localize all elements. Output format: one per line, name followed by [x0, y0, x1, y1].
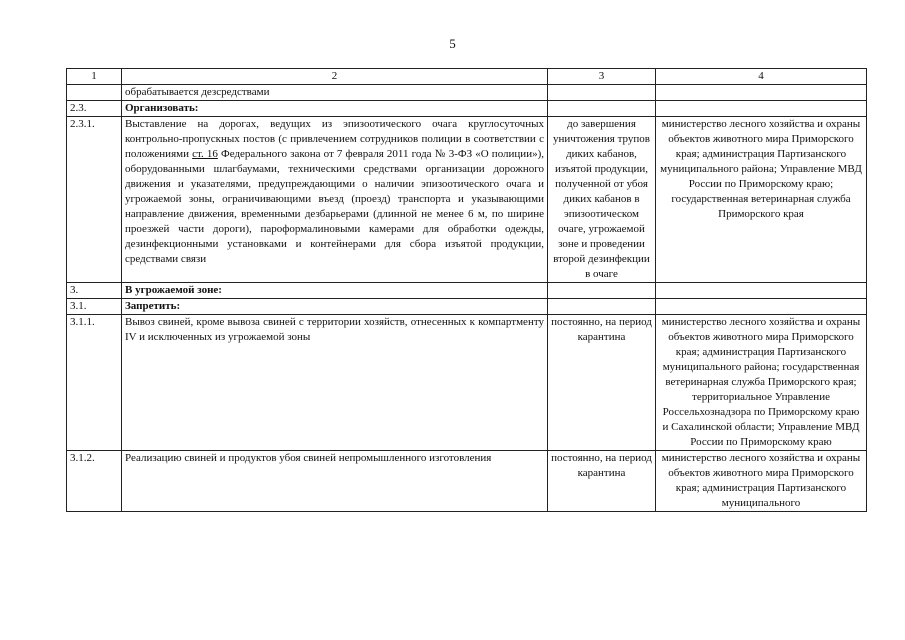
cell-measure [122, 117, 548, 283]
row-number: 3.1. [67, 299, 122, 315]
table-row-3-1-2 [67, 451, 867, 512]
cell-term [548, 299, 656, 315]
cell-responsible [656, 299, 867, 315]
section-heading: Организовать: [122, 101, 548, 117]
cell-term: постоянно, на период карантина [548, 315, 656, 451]
cell-responsible [656, 283, 867, 299]
law-reference-link[interactable]: ст. 16 [192, 148, 218, 160]
cell-measure: Вывоз свиней, кроме вывоза свиней с территории хозяйств, отнесенных к компартменту IV и исключенных из угрожаемой зоны [122, 315, 548, 451]
cell-term [548, 283, 656, 299]
table-row-continuation [67, 85, 867, 101]
cell-responsible: министерство лесного хозяйства и охраны объектов животного мира Приморского края; администрация Партизанского муниципального района; государственная ветеринарная служба Приморского края; территориальное Управление Россельхознадзора по Приморскому краю и Сахалинской области; Управление МВД России по Приморскому краю [656, 315, 867, 451]
measure-text-part-1: Выставление на дорогах, ведущих из эпизоотического очага круглосуточных контрольно-пропускных постов (с привлечением сотрудников полиции в соответствии с положениями [125, 118, 544, 160]
row-number: 2.3. [67, 101, 122, 117]
cell-responsible [656, 101, 867, 117]
table-row-3-1 [67, 299, 867, 315]
row-number: 2.3.1. [67, 117, 122, 283]
column-header-4: 4 [656, 69, 867, 85]
section-heading: Запретить: [122, 299, 548, 315]
column-header-1: 1 [67, 69, 122, 85]
table-row-2-3-1 [67, 117, 867, 283]
cell-measure: Реализацию свиней и продуктов убоя свиней непромышленного изготовления [122, 451, 548, 512]
cell-responsible: министерство лесного хозяйства и охраны объектов животного мира Приморского края; администрация Партизанского муниципального района; Управление МВД России по Приморскому краю; государственная ветеринарная служба Приморского края [656, 117, 867, 283]
cell-term: постоянно, на период карантина [548, 451, 656, 512]
column-header-3: 3 [548, 69, 656, 85]
row-number: 3. [67, 283, 122, 299]
section-heading: В угрожаемой зоне: [122, 283, 548, 299]
cell-term: до завершения уничтожения трупов диких кабанов, изъятой продукции, полученной от убоя диких кабанов в эпизоотическом очаге, угрожаемой зоне и проведении второй дезинфекции в очаге [548, 117, 656, 283]
measure-text-part-2: Федерального закона от 7 февраля 2011 года № 3-ФЗ «О полиции»), оборудованными шлагбаумами, техническими средствами организации дорожного движения и указателями, предупреждающими о наличии эпизоотического очага и угрожаемой зоны, ограничивающими въезд (проезд) транспорта и указывающими направление движения, временными дезбарьерами (длинной не менее 6 м, по ширине проезжей части дороги), пароформалиновыми камерами для обработки одежды, дезинфекционными установками и контейнерами для сбора изъятой продукции, средствами связи [125, 148, 544, 265]
table-header-row [67, 69, 867, 85]
table-row-3-1-1 [67, 315, 867, 451]
cell-term [548, 85, 656, 101]
cell-term [548, 101, 656, 117]
page-number: 5 [449, 36, 456, 51]
table-row-2-3 [67, 101, 867, 117]
row-number: 3.1.1. [67, 315, 122, 451]
cell-num [67, 85, 122, 101]
measures-table [66, 68, 867, 512]
cell-responsible [656, 85, 867, 101]
column-header-2: 2 [122, 69, 548, 85]
table-row-3 [67, 283, 867, 299]
cell-responsible: министерство лесного хозяйства и охраны объектов животного мира Приморского края; администрация Партизанского муниципального [656, 451, 867, 512]
row-number: 3.1.2. [67, 451, 122, 512]
cell-measure: обрабатывается дезсредствами [122, 85, 548, 101]
